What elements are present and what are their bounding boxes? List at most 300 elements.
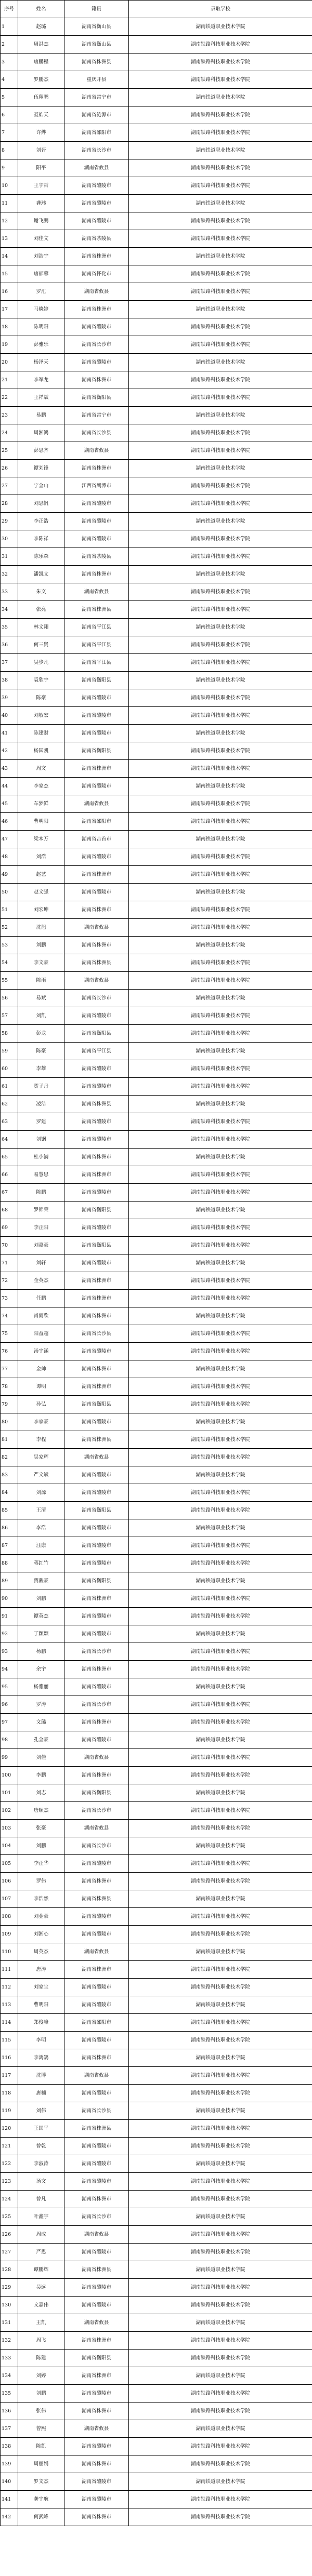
- table-row: [1, 477, 312, 495]
- table-row: [1, 283, 312, 301]
- cell-origin: 湖南省衡阳县: [64, 742, 129, 760]
- cell-origin: 湖南省株洲县: [64, 1096, 129, 1113]
- cell-no: 10: [1, 177, 18, 195]
- table-row: [1, 919, 312, 937]
- cell-origin: 湖南省长沙市: [64, 1643, 129, 1661]
- cell-name: 杨鹏: [18, 1643, 64, 1661]
- cell-origin: 湖南省株洲县: [64, 954, 129, 972]
- cell-no: 129: [1, 2279, 18, 2297]
- cell-name: 沈旭: [18, 919, 64, 937]
- cell-origin: 湖南省醴陵市: [64, 1254, 129, 1272]
- table-row: [1, 2032, 312, 2049]
- cell-name: 文嘉伟: [18, 2297, 64, 2314]
- table-row: [1, 230, 312, 248]
- cell-school: 湖南铁路科技职业技术学院: [129, 530, 312, 548]
- table-row: [1, 1378, 312, 1396]
- cell-name: 周英杰: [18, 1943, 64, 1961]
- table-row: [1, 1961, 312, 1979]
- cell-no: 109: [1, 1926, 18, 1943]
- cell-school: 湖南铁路科技职业技术学院: [129, 1378, 312, 1396]
- cell-no: 12: [1, 212, 18, 230]
- cell-name: 张亮: [18, 601, 64, 619]
- cell-school: 湖南铁道职业技术学院: [129, 1731, 312, 1749]
- cell-origin: 湖南省攸县: [64, 583, 129, 601]
- cell-no: 14: [1, 248, 18, 265]
- cell-name: 刘金豪: [18, 1908, 64, 1926]
- cell-name: 杨雅丽: [18, 1678, 64, 1696]
- cell-school: 湖南铁道职业技术学院: [129, 301, 312, 318]
- cell-origin: 湖南省醴陵市: [64, 2438, 129, 2455]
- cell-no: 105: [1, 1855, 18, 1873]
- cell-origin: 湖南省株洲市: [64, 248, 129, 265]
- cell-no: 2: [1, 36, 18, 54]
- table-row: [1, 2067, 312, 2085]
- table-row: [1, 2085, 312, 2102]
- cell-school: 湖南铁路科技职业技术学院: [129, 442, 312, 460]
- table-row: [1, 1396, 312, 1413]
- cell-no: 37: [1, 654, 18, 672]
- cell-school: 湖南铁道职业技术学院: [129, 1149, 312, 1166]
- cell-origin: 湖南省长沙市: [64, 990, 129, 1007]
- cell-name: 刘轩: [18, 1254, 64, 1272]
- cell-name: 刘伟: [18, 2102, 64, 2120]
- cell-no: 57: [1, 1007, 18, 1025]
- cell-school: 湖南铁道职业技术学院: [129, 1890, 312, 1908]
- cell-name: 彭雅乐: [18, 336, 64, 354]
- cell-school: 湖南铁道职业技术学院: [129, 2367, 312, 2385]
- cell-name: 刘鹏: [18, 2385, 64, 2403]
- table-row: [1, 972, 312, 990]
- cell-name: 何武峰: [18, 2508, 64, 2526]
- cell-no: 71: [1, 1254, 18, 1272]
- cell-school: 湖南铁路科技职业技术学院: [129, 2085, 312, 2102]
- cell-school: 湖南铁路科技职业技术学院: [129, 1184, 312, 1202]
- table-row: [1, 1502, 312, 1519]
- cell-school: 湖南铁路科技职业技术学院: [129, 2032, 312, 2049]
- cell-name: 陈豪: [18, 1043, 64, 1060]
- table-row: [1, 1890, 312, 1908]
- cell-school: 湖南铁道职业技术学院: [129, 1943, 312, 1961]
- table-row: [1, 619, 312, 636]
- cell-origin: 湖南省常宁市: [64, 89, 129, 106]
- cell-origin: 湖南省株洲市: [64, 1272, 129, 1290]
- cell-no: 30: [1, 530, 18, 548]
- cell-origin: 湖南省醴陵市: [64, 2244, 129, 2261]
- cell-name: 潘凯文: [18, 566, 64, 583]
- cell-origin: 湖南省醴陵市: [64, 1979, 129, 1996]
- cell-origin: 湖南省长沙县: [64, 2102, 129, 2120]
- cell-origin: 湖南省株洲市: [64, 460, 129, 477]
- cell-name: 汪康: [18, 1537, 64, 1555]
- cell-origin: 湖南省醴陵市: [64, 1731, 129, 1749]
- table-header: [1, 1, 312, 18]
- cell-school: 湖南铁路科技职业技术学院: [129, 2191, 312, 2208]
- cell-school: 湖南铁道职业技术学院: [129, 778, 312, 795]
- cell-school: 湖南铁路科技职业技术学院: [129, 1484, 312, 1502]
- cell-origin: 湖南省涟源市: [64, 106, 129, 124]
- table-row: [1, 2297, 312, 2314]
- cell-no: 127: [1, 2244, 18, 2261]
- table-row: [1, 1767, 312, 1784]
- cell-no: 103: [1, 1820, 18, 1837]
- cell-school: 湖南铁路科技职业技术学院: [129, 901, 312, 919]
- table-row: [1, 195, 312, 212]
- cell-name: 叶鑫宇: [18, 2208, 64, 2226]
- cell-no: 50: [1, 884, 18, 901]
- cell-name: 严思: [18, 2244, 64, 2261]
- cell-origin: 湖南省衡阳县: [64, 1784, 129, 1802]
- cell-school: 湖南铁路科技职业技术学院: [129, 2279, 312, 2297]
- table-row: [1, 1820, 312, 1837]
- cell-origin: 湖南省醴陵市: [64, 1926, 129, 1943]
- table-row: [1, 548, 312, 566]
- cell-origin: 湖南省衡阳县: [64, 672, 129, 689]
- cell-no: 110: [1, 1943, 18, 1961]
- table-row: [1, 1661, 312, 1678]
- table-row: [1, 336, 312, 354]
- cell-name: 杜小满: [18, 1149, 64, 1166]
- cell-origin: 湖南省醴陵市: [64, 530, 129, 548]
- table-row: [1, 2191, 312, 2208]
- cell-no: 6: [1, 106, 18, 124]
- table-row: [1, 1979, 312, 1996]
- cell-name: 唐顺杰: [18, 1802, 64, 1820]
- cell-origin: 湖南省醴陵市: [64, 848, 129, 866]
- table-row: [1, 2014, 312, 2032]
- cell-school: 湖南铁道职业技术学院: [129, 2208, 312, 2226]
- cell-no: 47: [1, 831, 18, 848]
- table-row: [1, 318, 312, 336]
- cell-school: 湖南铁路科技职业技术学院: [129, 2138, 312, 2155]
- cell-no: 136: [1, 2403, 18, 2420]
- cell-name: 陈凯: [18, 2438, 64, 2455]
- cell-origin: 湖南省衡山县: [64, 18, 129, 36]
- table-row: [1, 1855, 312, 1873]
- table-row: [1, 2455, 312, 2473]
- table-row: [1, 848, 312, 866]
- cell-name: 刘源: [18, 1484, 64, 1502]
- cell-origin: 湖南省株洲市: [64, 1590, 129, 1608]
- cell-no: 63: [1, 1113, 18, 1131]
- cell-school: 湖南铁路科技职业技术学院: [129, 54, 312, 71]
- cell-name: 易鹏: [18, 407, 64, 424]
- cell-origin: 湖南省衡阳县: [64, 1572, 129, 1590]
- cell-name: 刘婷: [18, 2367, 64, 2385]
- cell-no: 116: [1, 2049, 18, 2067]
- cell-name: 龚宇航: [18, 2491, 64, 2508]
- cell-origin: 湖南省攸县: [64, 159, 129, 177]
- cell-school: 湖南铁道职业技术学院: [129, 1360, 312, 1378]
- cell-name: 周洪杰: [18, 36, 64, 54]
- cell-origin: 湖南省醴陵市: [64, 725, 129, 742]
- cell-school: 湖南铁道职业技术学院: [129, 1307, 312, 1325]
- cell-school: 湖南铁道职业技术学院: [129, 2420, 312, 2438]
- table-row: [1, 389, 312, 407]
- cell-no: 18: [1, 318, 18, 336]
- cell-origin: 湖南省株洲市: [64, 566, 129, 583]
- cell-no: 25: [1, 442, 18, 460]
- table-row: [1, 1202, 312, 1219]
- cell-no: 106: [1, 1873, 18, 1890]
- cell-origin: 湖南省株洲市: [64, 937, 129, 954]
- cell-origin: 湖南省醴陵市: [64, 1855, 129, 1873]
- cell-origin: 湖南省醴陵市: [64, 1555, 129, 1572]
- cell-origin: 湖南省株洲县: [64, 54, 129, 71]
- cell-origin: 湖南省醴陵市: [64, 1678, 129, 1696]
- cell-origin: 湖南省长沙市: [64, 336, 129, 354]
- cell-origin: 湖南省衡阳县: [64, 1237, 129, 1254]
- cell-school: 湖南铁路科技职业技术学院: [129, 2014, 312, 2032]
- table-row: [1, 2261, 312, 2279]
- table-row: [1, 707, 312, 725]
- table-row: [1, 2138, 312, 2155]
- cell-no: 58: [1, 1025, 18, 1043]
- cell-name: 蒋红竹: [18, 1555, 64, 1572]
- table-row: [1, 1096, 312, 1113]
- cell-origin: 湖南省吉首市: [64, 831, 129, 848]
- cell-name: 曾熙: [18, 2420, 64, 2438]
- cell-name: 周飞: [18, 2332, 64, 2350]
- table-row: [1, 2438, 312, 2455]
- cell-no: 140: [1, 2473, 18, 2491]
- table-row: [1, 530, 312, 548]
- cell-school: 湖南铁路科技职业技术学院: [129, 1873, 312, 1890]
- table-row: [1, 1714, 312, 1731]
- cell-no: 4: [1, 71, 18, 89]
- cell-origin: 湖南省长沙市: [64, 1802, 129, 1820]
- cell-name: 朱文: [18, 583, 64, 601]
- cell-no: 68: [1, 1202, 18, 1219]
- table-row: [1, 106, 312, 124]
- cell-school: 湖南铁道职业技术学院: [129, 2261, 312, 2279]
- cell-school: 湖南铁路科技职业技术学院: [129, 1820, 312, 1837]
- cell-no: 62: [1, 1096, 18, 1113]
- cell-origin: 湖南省株洲县: [64, 1431, 129, 1449]
- cell-origin: 湖南省攸县: [64, 2314, 129, 2332]
- table-row: [1, 2173, 312, 2191]
- cell-name: 谭明: [18, 1378, 64, 1396]
- cell-name: 李鹏: [18, 1767, 64, 1784]
- cell-origin: 湖南省株洲市: [64, 1166, 129, 1184]
- cell-no: 70: [1, 1237, 18, 1254]
- cell-no: 74: [1, 1307, 18, 1325]
- cell-no: 67: [1, 1184, 18, 1202]
- cell-name: 李家杰: [18, 778, 64, 795]
- cell-school: 湖南铁道职业技术学院: [129, 460, 312, 477]
- table-row: [1, 2473, 312, 2491]
- table-row: [1, 1007, 312, 1025]
- cell-school: 湖南铁路科技职业技术学院: [129, 1537, 312, 1555]
- cell-origin: 湖南省株洲市: [64, 2403, 129, 2420]
- cell-name: 罗伟: [18, 1873, 64, 1890]
- cell-no: 26: [1, 460, 18, 477]
- cell-no: 64: [1, 1131, 18, 1149]
- table-row: [1, 866, 312, 884]
- cell-school: 湖南铁路科技职业技术学院: [129, 1502, 312, 1519]
- cell-origin: 湖南省株洲市: [64, 1360, 129, 1378]
- cell-no: 35: [1, 619, 18, 636]
- cell-origin: 湖南省攸县: [64, 1449, 129, 1466]
- table-row: [1, 1290, 312, 1307]
- cell-no: 39: [1, 689, 18, 707]
- cell-no: 78: [1, 1378, 18, 1396]
- cell-origin: 湖南省株洲市: [64, 2049, 129, 2067]
- cell-origin: 湖南省醴陵市: [64, 2297, 129, 2314]
- cell-name: 曾乾: [18, 2138, 64, 2155]
- cell-no: 69: [1, 1219, 18, 1237]
- table-body: [1, 18, 312, 2526]
- cell-school: 湖南铁道职业技术学院: [129, 1466, 312, 1484]
- cell-name: 孔金豪: [18, 1731, 64, 1749]
- cell-origin: 湖南省醴陵市: [64, 778, 129, 795]
- table-row: [1, 301, 312, 318]
- cell-no: 43: [1, 760, 18, 778]
- cell-no: 122: [1, 2155, 18, 2173]
- cell-school: 湖南铁道职业技术学院: [129, 566, 312, 583]
- cell-name: 赵璐: [18, 18, 64, 36]
- cell-no: 92: [1, 1625, 18, 1643]
- table-row: [1, 1537, 312, 1555]
- cell-origin: 湖南省衡阳县: [64, 1202, 129, 1219]
- cell-name: 王祥斌: [18, 389, 64, 407]
- cell-no: 72: [1, 1272, 18, 1290]
- cell-school: 湖南铁路科技职业技术学院: [129, 2120, 312, 2138]
- cell-school: 湖南铁路科技职业技术学院: [129, 2438, 312, 2455]
- cell-no: 22: [1, 389, 18, 407]
- cell-school: 湖南铁道职业技术学院: [129, 2314, 312, 2332]
- table-row: [1, 1749, 312, 1767]
- cell-name: 金帅: [18, 1360, 64, 1378]
- cell-name: 唐楠: [18, 2085, 64, 2102]
- cell-origin: 湖南省攸县: [64, 2226, 129, 2244]
- cell-origin: 湖南省醴陵市: [64, 1413, 129, 1431]
- table-row: [1, 1590, 312, 1608]
- cell-school: 湖南铁路科技职业技术学院: [129, 1802, 312, 1820]
- cell-origin: 湖南省攸县: [64, 1943, 129, 1961]
- cell-origin: 湖南省株洲市: [64, 2508, 129, 2526]
- cell-no: 132: [1, 2332, 18, 2350]
- cell-no: 115: [1, 2032, 18, 2049]
- cell-name: 刘湘心: [18, 1926, 64, 1943]
- cell-origin: 湖南省株洲市: [64, 2367, 129, 2385]
- cell-no: 21: [1, 371, 18, 389]
- cell-school: 湖南铁路科技职业技术学院: [129, 1060, 312, 1078]
- cell-origin: 湖南省株洲市: [64, 1873, 129, 1890]
- cell-no: 56: [1, 990, 18, 1007]
- table-row: [1, 1943, 312, 1961]
- cell-name: 陈豪: [18, 689, 64, 707]
- cell-school: 湖南铁道职业技术学院: [129, 1519, 312, 1537]
- cell-no: 89: [1, 1572, 18, 1590]
- cell-name: 贺骏豪: [18, 1572, 64, 1590]
- cell-origin: 湖南省攸县: [64, 2420, 129, 2438]
- cell-name: 何三贤: [18, 636, 64, 654]
- cell-school: 湖南铁路科技职业技术学院: [129, 371, 312, 389]
- cell-name: 梁本万: [18, 831, 64, 848]
- table-row: [1, 1184, 312, 1202]
- cell-no: 117: [1, 2067, 18, 2085]
- table-row: [1, 2403, 312, 2420]
- table-row: [1, 1466, 312, 1484]
- cell-name: 刘敏宏: [18, 707, 64, 725]
- cell-name: 陈建财: [18, 725, 64, 742]
- cell-origin: 湖南省株洲市: [64, 1290, 129, 1307]
- cell-school: 湖南铁路科技职业技术学院: [129, 1661, 312, 1678]
- cell-name: 谢飞鹏: [18, 212, 64, 230]
- cell-origin: 湖南省醴陵市: [64, 195, 129, 212]
- table-row: [1, 89, 312, 106]
- cell-origin: 湖南省醴陵市: [64, 1608, 129, 1625]
- cell-no: 13: [1, 230, 18, 248]
- cell-name: 王宇哲: [18, 177, 64, 195]
- table-row: [1, 265, 312, 283]
- cell-no: 23: [1, 407, 18, 424]
- table-row: [1, 2420, 312, 2438]
- cell-name: 彭思齐: [18, 442, 64, 460]
- cell-no: 46: [1, 813, 18, 831]
- table-row: [1, 1131, 312, 1149]
- cell-no: 98: [1, 1731, 18, 1749]
- cell-origin: 湖南省醴陵市: [64, 2138, 129, 2155]
- cell-no: 44: [1, 778, 18, 795]
- table-row: [1, 1802, 312, 1820]
- cell-origin: 湖南省怀化市: [64, 265, 129, 283]
- cell-origin: 湖南省醴陵市: [64, 1625, 129, 1643]
- table-row: [1, 1307, 312, 1325]
- table-row: [1, 460, 312, 477]
- cell-name: 刘鹏: [18, 937, 64, 954]
- cell-school: 湖南铁道职业技术学院: [129, 248, 312, 265]
- cell-school: 湖南铁路科技职业技术学院: [129, 742, 312, 760]
- cell-school: 湖南铁路科技职业技术学院: [129, 760, 312, 778]
- cell-school: 湖南铁路科技职业技术学院: [129, 2067, 312, 2085]
- cell-origin: 湖南省茶陵县: [64, 230, 129, 248]
- cell-name: 周丽娟: [18, 2455, 64, 2473]
- cell-name: 伍翔鹏: [18, 89, 64, 106]
- header-name: 姓名: [18, 1, 64, 18]
- cell-no: 111: [1, 1961, 18, 1979]
- cell-school: 湖南铁路科技职业技术学院: [129, 230, 312, 248]
- cell-name: 肖雨欣: [18, 1307, 64, 1325]
- cell-no: 77: [1, 1360, 18, 1378]
- cell-origin: 湖南省株洲市: [64, 2455, 129, 2473]
- cell-no: 24: [1, 424, 18, 442]
- cell-name: 唐涛: [18, 1961, 64, 1979]
- table-row: [1, 954, 312, 972]
- cell-name: 陈建: [18, 2350, 64, 2367]
- cell-name: 杨国凯: [18, 742, 64, 760]
- cell-no: 34: [1, 601, 18, 619]
- cell-no: 124: [1, 2191, 18, 2208]
- cell-school: 湖南铁路科技职业技术学院: [129, 2297, 312, 2314]
- cell-school: 湖南铁道职业技术学院: [129, 89, 312, 106]
- cell-no: 73: [1, 1290, 18, 1307]
- cell-name: 刘佳文: [18, 230, 64, 248]
- cell-no: 49: [1, 866, 18, 884]
- cell-school: 湖南铁路科技职业技术学院: [129, 1749, 312, 1767]
- cell-origin: 湖南省醴陵市: [64, 1078, 129, 1096]
- cell-school: 湖南铁路科技职业技术学院: [129, 495, 312, 513]
- cell-name: 袁欣宇: [18, 672, 64, 689]
- cell-school: 湖南铁路科技职业技术学院: [129, 2455, 312, 2473]
- cell-origin: 湖南省株洲市: [64, 760, 129, 778]
- cell-no: 125: [1, 2208, 18, 2226]
- cell-origin: 湖南省株洲县: [64, 601, 129, 619]
- cell-name: 李鸿鹄: [18, 2049, 64, 2067]
- cell-school: 湖南铁路科技职业技术学院: [129, 1449, 312, 1466]
- cell-school: 湖南铁路科技职业技术学院: [129, 1926, 312, 1943]
- table-row: [1, 2049, 312, 2067]
